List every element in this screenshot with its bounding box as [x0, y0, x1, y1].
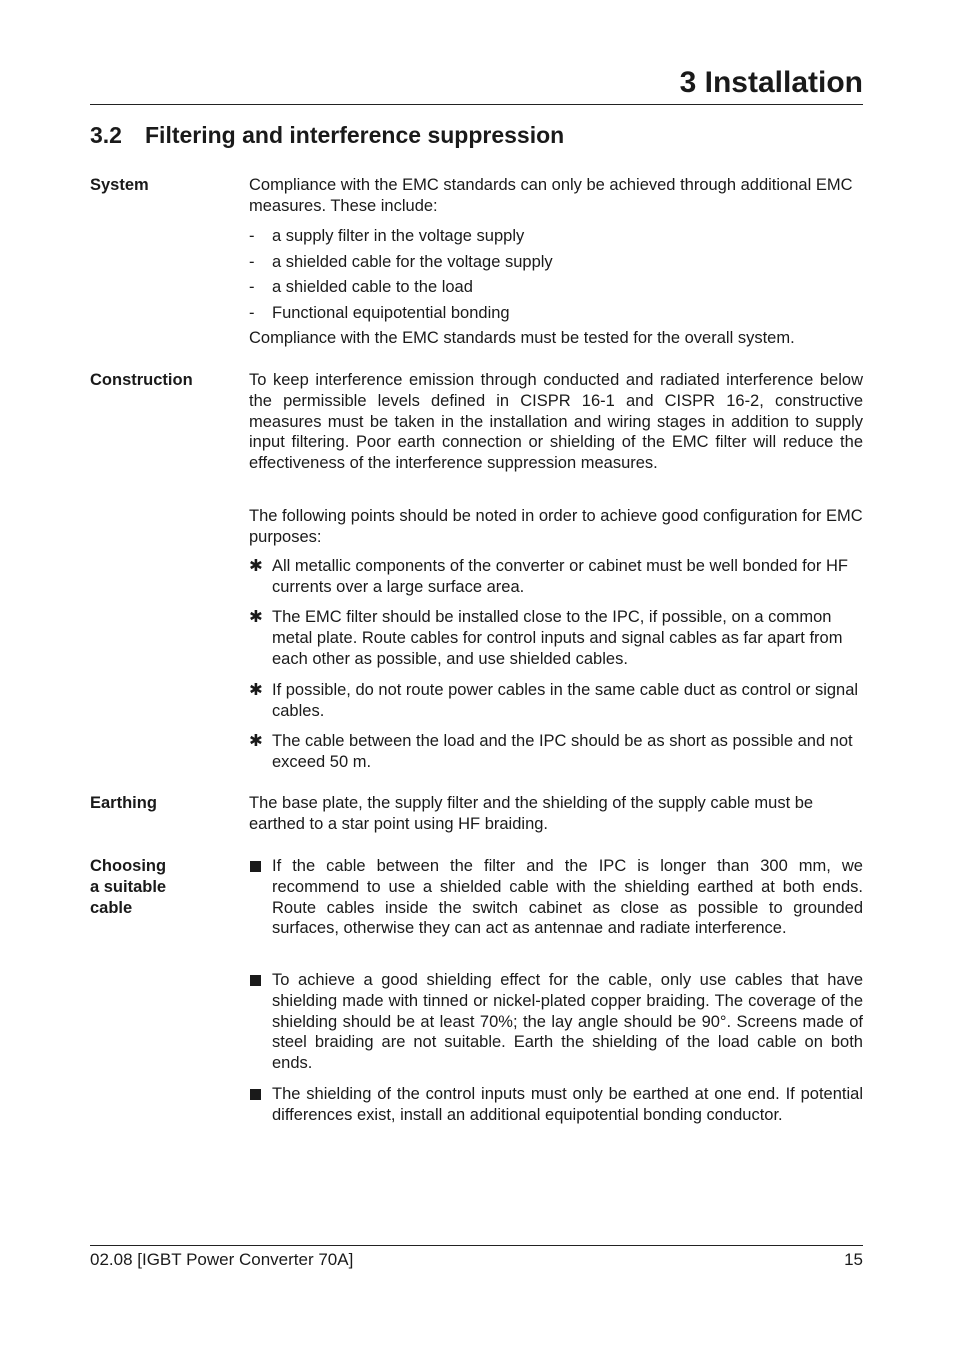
- square-bullet-icon: [250, 861, 261, 872]
- label-line: cable: [90, 898, 133, 917]
- construction-para-2: The following points should be noted in order to achieve good configuration for EMC purposes:: [249, 507, 863, 546]
- footer-rule: [90, 1245, 863, 1246]
- system-outro: Compliance with the EMC standards must be tested for the overall system.: [249, 329, 795, 347]
- system-intro: Compliance with the EMC standards can only be achieved through additional EMC measures. These include:: [249, 176, 853, 215]
- list-item: [249, 303, 863, 329]
- bullet-text: If the cable between the filter and the IPC is longer than 300 mm, we recommend to use a shielded cable with the shielding earthed at both ends. Route cables inside the switch cabinet as close as possible to grounded surfaces, otherwise they can act as antennae and radiate interference.: [272, 857, 863, 938]
- bullet-text: The shielding of the control inputs must only be earthed at one end. If potential differences exist, install an additional equipotential bonding conductor.: [272, 1085, 863, 1124]
- system-label: System: [90, 176, 149, 194]
- list-item-text: a shielded cable to the load: [272, 278, 473, 296]
- list-item: [249, 277, 863, 303]
- construction-bullet: [249, 680, 863, 722]
- square-bullet-icon: [250, 975, 261, 986]
- star-icon: ✱: [249, 608, 263, 626]
- construction-bullet: [249, 607, 863, 669]
- choosing-bullet: [249, 1084, 863, 1126]
- earthing-label: Earthing: [90, 794, 157, 812]
- label-line: a suitable: [90, 877, 167, 896]
- bullet-text: If possible, do not route power cables in the same cable duct as control or signal cables.: [272, 681, 859, 720]
- list-item: [249, 226, 863, 252]
- dash-marker: -: [249, 227, 255, 245]
- footer-document: 02.08 [IGBT Power Converter 70A]: [90, 1250, 354, 1269]
- construction-bullet: [249, 731, 863, 773]
- page-number: 15: [844, 1250, 863, 1269]
- section-number: 3.2: [90, 122, 122, 148]
- earthing-text: The base plate, the supply filter and the shielding of the supply cable must be earthed to a star point using HF braiding.: [249, 794, 814, 833]
- construction-bullet: [249, 556, 863, 598]
- square-bullet-icon: [250, 1089, 261, 1100]
- list-item-text: a shielded cable for the voltage supply: [272, 252, 553, 271]
- star-icon: ✱: [249, 681, 263, 699]
- bullet-text: To achieve a good shielding effect for the cable, only use cables that have shielding made with tinned or nickel-plated copper braiding. The coverage of the shielding should be at least 70%; the lay angle should be 90°. Screens made of steel braiding are not suitable. Earth the shielding of the load cable on both ends.: [272, 971, 863, 1073]
- construction-para-1: To keep interference emission through conducted and radiated interference below the permissible levels defined in CISPR 16-1 and CISPR 16-2, constructive measures must be taken in the installation and wiring stages in addition to supply input filtering. Poor earth connection or shielding of the EMC filter will reduce the effectiveness of the interference suppression measures.: [249, 371, 863, 473]
- system-list: [249, 226, 863, 328]
- label-line: Choosing: [90, 857, 167, 875]
- list-item: [249, 252, 863, 278]
- construction-label: Construction: [90, 371, 193, 389]
- choosing-bullet: [249, 970, 863, 1074]
- star-icon: ✱: [249, 557, 263, 575]
- dash-marker: -: [249, 303, 255, 322]
- footer: [90, 1250, 863, 1270]
- chapter-title: 3 Installation: [679, 66, 863, 99]
- choosing-label: [90, 856, 166, 918]
- section-heading: [90, 122, 564, 149]
- list-item-text: Functional equipotential bonding: [272, 303, 510, 322]
- dash-marker: -: [249, 278, 255, 296]
- header-rule: [90, 104, 863, 105]
- section-title: Filtering and interference suppression: [145, 122, 565, 148]
- bullet-text: The EMC filter should be installed close to the IPC, if possible, on a common metal plate. Route cables for control inputs and signal cables as far apart from each other as possible, and use shielded cables.: [272, 608, 843, 668]
- bullet-text: All metallic components of the converter or cabinet must be well bonded for HF currents over a large surface area.: [272, 557, 848, 596]
- choosing-bullet: [249, 856, 863, 939]
- list-item-text: a supply filter in the voltage supply: [272, 227, 525, 245]
- dash-marker: -: [249, 252, 255, 271]
- bullet-text: The cable between the load and the IPC should be as short as possible and not exceed 50 m.: [272, 732, 853, 771]
- star-icon: ✱: [249, 732, 263, 750]
